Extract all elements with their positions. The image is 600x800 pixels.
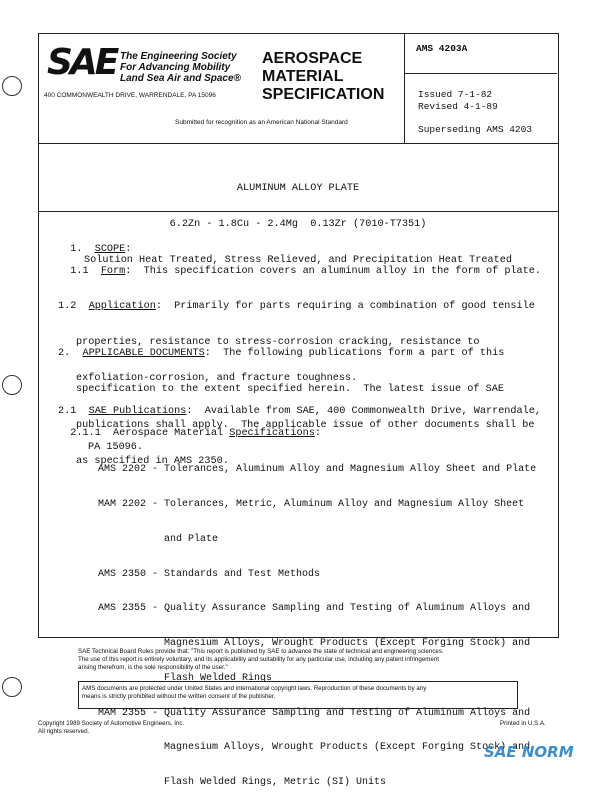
copyright-line: Copyright 1989 Society of Automotive Engineers, Inc. All rights reserved.: [38, 720, 185, 735]
section-2-1-title: SAE Publications: [88, 406, 187, 417]
printed-note: Printed in U.S.A.: [500, 720, 546, 727]
header-column-divider: [404, 33, 405, 144]
binder-hole-bottom: [2, 677, 22, 697]
reference-item: Magnesium Alloys, Wrought Products (Except Forging Stock) and: [98, 742, 531, 754]
sae-address: 400 COMMONWEALTH DRIVE, WARRENDALE, PA 15096: [44, 92, 216, 99]
binder-hole-middle: [2, 375, 22, 395]
reference-item: AMS 2355 - Quality Assurance Sampling and Testing of Aluminum Alloys and: [98, 603, 531, 615]
title-line-3: Solution Heat Treated, Stress Relieved, and Precipitation Heat Treated: [84, 255, 512, 266]
section-1-2-title: Application: [88, 301, 156, 312]
submitted-note: Submitted for recognition as an American National Standard: [175, 119, 348, 126]
section-2-1-1: 2.1.1 Aerospace Material Specifications:: [70, 428, 321, 439]
section-2-title: APPLICABLE DOCUMENTS: [82, 348, 205, 359]
copyright-notice: AMS documents are protected under United States and international copyright laws. Reproduction of these documents by any means is strictly prohibited without the written consent of the publisher.: [82, 685, 427, 700]
issued-date: Issued 7-1-82: [418, 89, 493, 100]
reference-item: AMS 2202 - Tolerances, Aluminum Alloy and Magnesium Alloy Sheet and Plate: [98, 464, 537, 476]
docnum-divider: [404, 73, 557, 74]
reference-item: Flash Welded Rings, Metric (SI) Units: [98, 777, 387, 789]
revised-date: Revised 4-1-89: [418, 101, 498, 112]
section-2: 2. APPLICABLE DOCUMENTS: The following publications form a part of this specification to the extent specified herein. The latest issue of SAE publications shall apply. The applicable issue of other documents shall be as specified in AMS 2350.: [58, 348, 535, 467]
sae-tagline: The Engineering Society For Advancing Mobility Land Sea Air and Space®: [120, 51, 241, 84]
section-1-2: 1.2 Application: Primarily for parts requiring a combination of good tensile properties, resistance to stress-corrosion cracking, resistance to exfoliation-corrosion, and fracture toughness.: [58, 301, 535, 384]
doc-number: AMS 4203A: [416, 43, 468, 54]
title-line-1: ALUMINUM ALLOY PLATE: [236, 183, 360, 194]
header-divider: [38, 143, 558, 144]
sae-logo: SAE: [47, 42, 117, 83]
section-1-1-title: Form: [100, 266, 126, 277]
reference-item: AMS 2350 - Standards and Test Methods: [98, 568, 321, 580]
spec-heading: AEROSPACE MATERIAL SPECIFICATION: [262, 50, 385, 103]
reference-item: MAM 2355 - Quality Assurance Sampling and Testing of Aluminum Alloys and: [98, 707, 531, 719]
title-line-2: 6.2Zn - 1.8Cu - 2.4Mg 0.13Zr (7010-T7351): [169, 219, 427, 230]
reference-item: Flash Welded Rings: [98, 672, 273, 684]
binder-hole-top: [2, 76, 22, 96]
section-1-1: 1.1 Form: This specification covers an aluminum alloy in the form of plate.: [70, 266, 541, 277]
reference-list: [98, 441, 536, 800]
superseding-note: Superseding AMS 4203: [418, 124, 533, 135]
section-1: 1. SCOPE:: [70, 244, 132, 255]
reference-item: and Plate: [98, 533, 219, 545]
technical-board-note: SAE Technical Board Rules provide that: "This report is published by SAE to advance the state of technical and engineering sciences. The use of this report is entirely voluntary, and its applicability and suitability for any particular use, including any patent infringement arising therefrom, is the sole responsibility of the user.": [78, 648, 444, 671]
section-1-title: SCOPE: [94, 244, 126, 255]
reference-item: MAM 2202 - Tolerances, Metric, Aluminum Alloy and Magnesium Alloy Sheet: [98, 498, 525, 510]
section-2-1-1-title: Specifications: [229, 428, 315, 439]
reference-item: Magnesium Alloys, Wrought Products (Except Forging Stock) and: [98, 638, 531, 650]
sae-norm-watermark: SAE NORM: [484, 743, 574, 761]
section-2-1: 2.1 SAE Publications: Available from SAE, 400 Commonwealth Drive, Warrendale, PA 15096.: [58, 406, 541, 453]
